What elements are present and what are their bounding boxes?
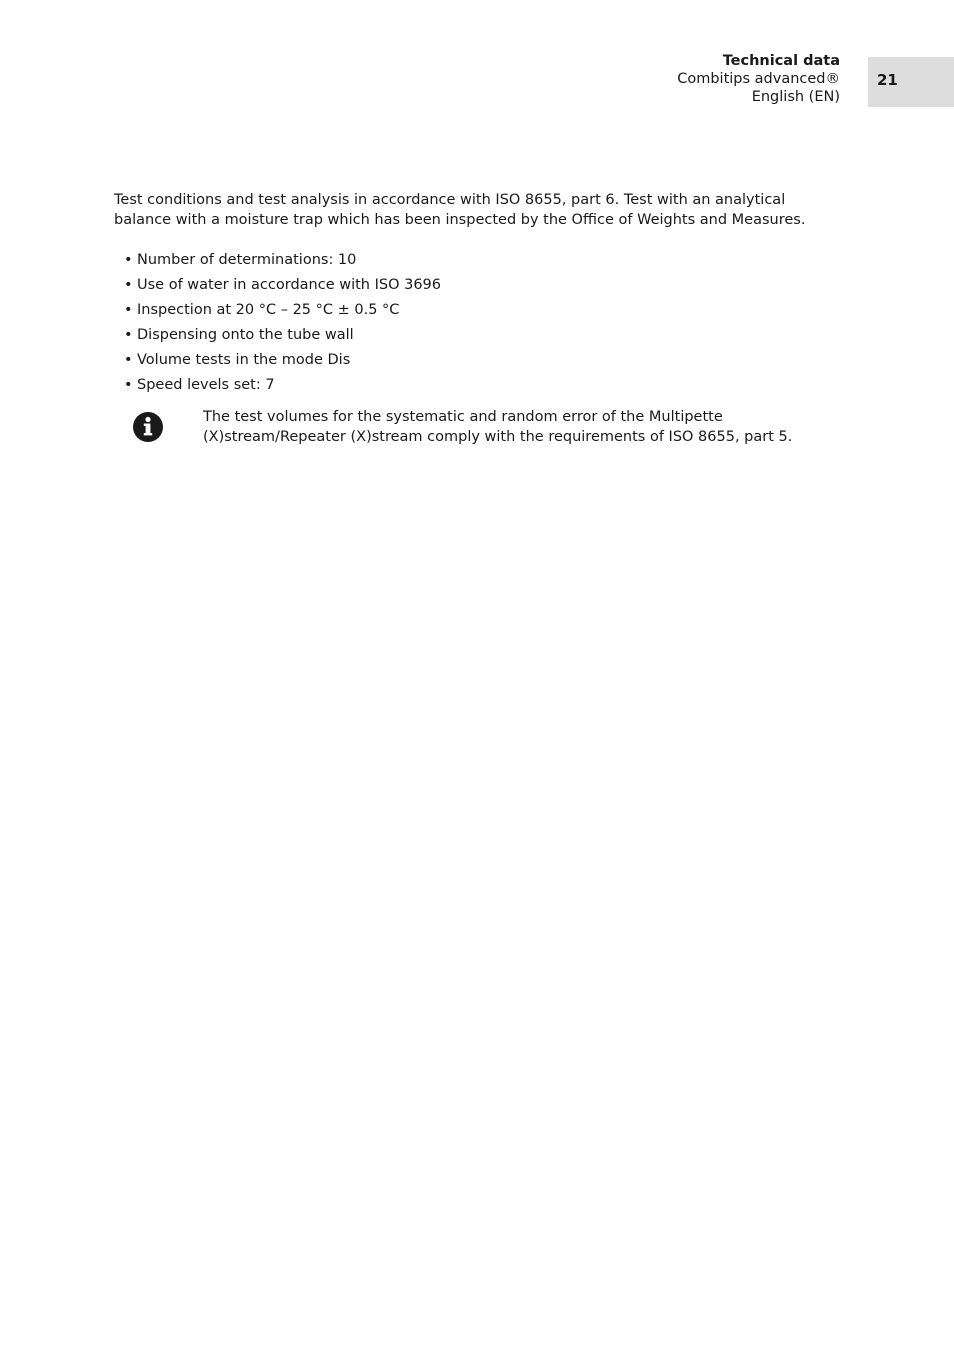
list-item bbox=[124, 250, 441, 275]
info-note-text: The test volumes for the systematic and random error of the Multipette (X)stream/Repeater (X)stream comply with the requirements of ISO 8655, part 5. bbox=[203, 409, 793, 445]
test-conditions-list bbox=[124, 250, 441, 400]
list-item-text: Use of water in accordance with ISO 3696 bbox=[137, 277, 441, 293]
list-item-text: Speed levels set: 7 bbox=[137, 377, 275, 393]
list-item-text: Inspection at 20 °C – 25 °C ± 0.5 °C bbox=[137, 302, 400, 318]
bullet-marker: • bbox=[124, 252, 133, 268]
bullet-marker: • bbox=[124, 352, 133, 368]
page-number: 21 bbox=[877, 71, 898, 89]
section-title: Technical data bbox=[722, 53, 840, 69]
info-icon bbox=[133, 412, 163, 442]
language-label: English (EN) bbox=[751, 89, 840, 105]
page-number-tab bbox=[868, 57, 954, 107]
list-item bbox=[124, 375, 441, 400]
running-header bbox=[677, 52, 840, 106]
intro-paragraph: Test conditions and test analysis in accordance with ISO 8655, part 6. Test with an analytical balance with a moisture trap which has been inspected by the Office of Weights and Measures. bbox=[114, 192, 806, 228]
bullet-marker: • bbox=[124, 277, 133, 293]
list-item bbox=[124, 300, 441, 325]
list-item-text: Number of determinations: 10 bbox=[137, 252, 357, 268]
bullet-marker: • bbox=[124, 327, 133, 343]
product-name: Combitips advanced® bbox=[677, 71, 840, 87]
list-item bbox=[124, 350, 441, 375]
list-item bbox=[124, 325, 441, 350]
bullet-marker: • bbox=[124, 377, 133, 393]
list-item-text: Volume tests in the mode Dis bbox=[137, 352, 351, 368]
list-item bbox=[124, 275, 441, 300]
bullet-marker: • bbox=[124, 302, 133, 318]
list-item-text: Dispensing onto the tube wall bbox=[137, 327, 354, 343]
